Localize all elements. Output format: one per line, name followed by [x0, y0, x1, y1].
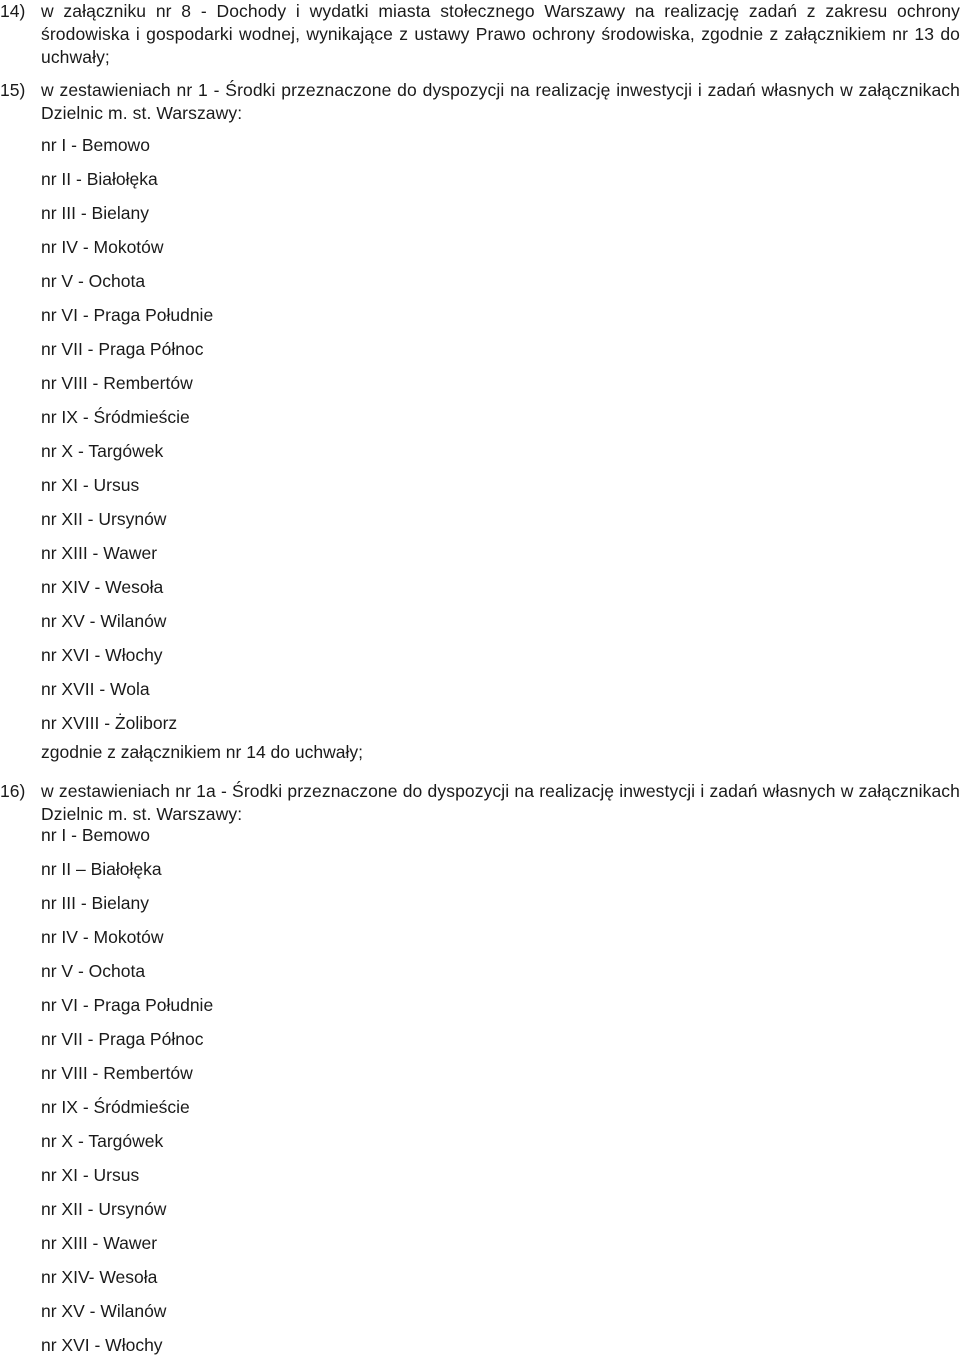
district-item: nr I - Bemowo [41, 135, 150, 155]
district-item: nr I - Bemowo [41, 825, 150, 845]
district-item: nr XVII - Wola [41, 679, 150, 699]
district-list-15 [41, 134, 213, 746]
district-item: nr IX - Śródmieście [41, 407, 190, 427]
item-number: 16) [0, 781, 26, 801]
district-item: nr III - Bielany [41, 893, 149, 913]
district-item: nr II – Białołęka [41, 859, 162, 879]
district-item: nr V - Ochota [41, 961, 146, 981]
district-item: nr IV - Mokotów [41, 237, 164, 257]
district-item: nr VI - Praga Południe [41, 305, 214, 325]
district-item: nr XII - Ursynów [41, 509, 167, 529]
item-text: w zestawieniach nr 1a - Środki przeznaczone do dyspozycji na realizację inwestycji i zadań własnych w załącznikach Dzielnic m. st. Warszawy: [41, 781, 960, 824]
district-item: nr V - Ochota [41, 271, 146, 291]
district-item: nr II - Białołęka [41, 169, 158, 189]
district-item: nr X - Targówek [41, 1131, 164, 1151]
district-item: nr XVI - Włochy [41, 645, 163, 665]
item-text: w zestawieniach nr 1 - Środki przeznaczone do dyspozycji na realizację inwestycji i zadań własnych w załącznikach Dzielnic m. st. Warszawy: [41, 80, 960, 123]
district-item: nr XIV - Wesoła [41, 577, 164, 597]
district-item: nr XV - Wilanów [41, 611, 167, 631]
district-item: nr XII - Ursynów [41, 1199, 167, 1219]
district-item: nr IV - Mokotów [41, 927, 164, 947]
district-item: nr XVIII - Żoliborz [41, 713, 178, 733]
district-list-16 [41, 824, 213, 1368]
district-item: nr VI - Praga Południe [41, 995, 214, 1015]
district-item: nr IX - Śródmieście [41, 1097, 190, 1117]
item-number: 14) [0, 1, 26, 21]
district-item: nr III - Bielany [41, 203, 149, 223]
district-item: nr VIII - Rembertów [41, 1063, 193, 1083]
district-item: nr VII - Praga Północ [41, 1029, 204, 1049]
list-item-15 [0, 79, 960, 125]
district-item: nr XI - Ursus [41, 1165, 140, 1185]
district-item: nr VII - Praga Północ [41, 339, 204, 359]
district-item: nr XV - Wilanów [41, 1301, 167, 1321]
list-item-16 [0, 780, 960, 826]
district-item: nr VIII - Rembertów [41, 373, 193, 393]
item-text: w załączniku nr 8 - Dochody i wydatki miasta stołecznego Warszawy na realizację zadań z zakresu ochrony środowiska i gospodarki wodnej, wynikające z ustawy Prawo ochrony środowiska, zgodnie z załącznikiem nr 13 do uchwały; [41, 1, 960, 67]
item-number: 15) [0, 80, 26, 100]
closing-text: zgodnie z załącznikiem nr 14 do uchwały; [41, 742, 363, 762]
district-item: nr XIII - Wawer [41, 543, 158, 563]
district-item: nr XIII - Wawer [41, 1233, 158, 1253]
district-item: nr XIV- Wesoła [41, 1267, 158, 1287]
district-item: nr XI - Ursus [41, 475, 140, 495]
district-item: nr XVI - Włochy [41, 1335, 163, 1355]
district-item: nr X - Targówek [41, 441, 164, 461]
